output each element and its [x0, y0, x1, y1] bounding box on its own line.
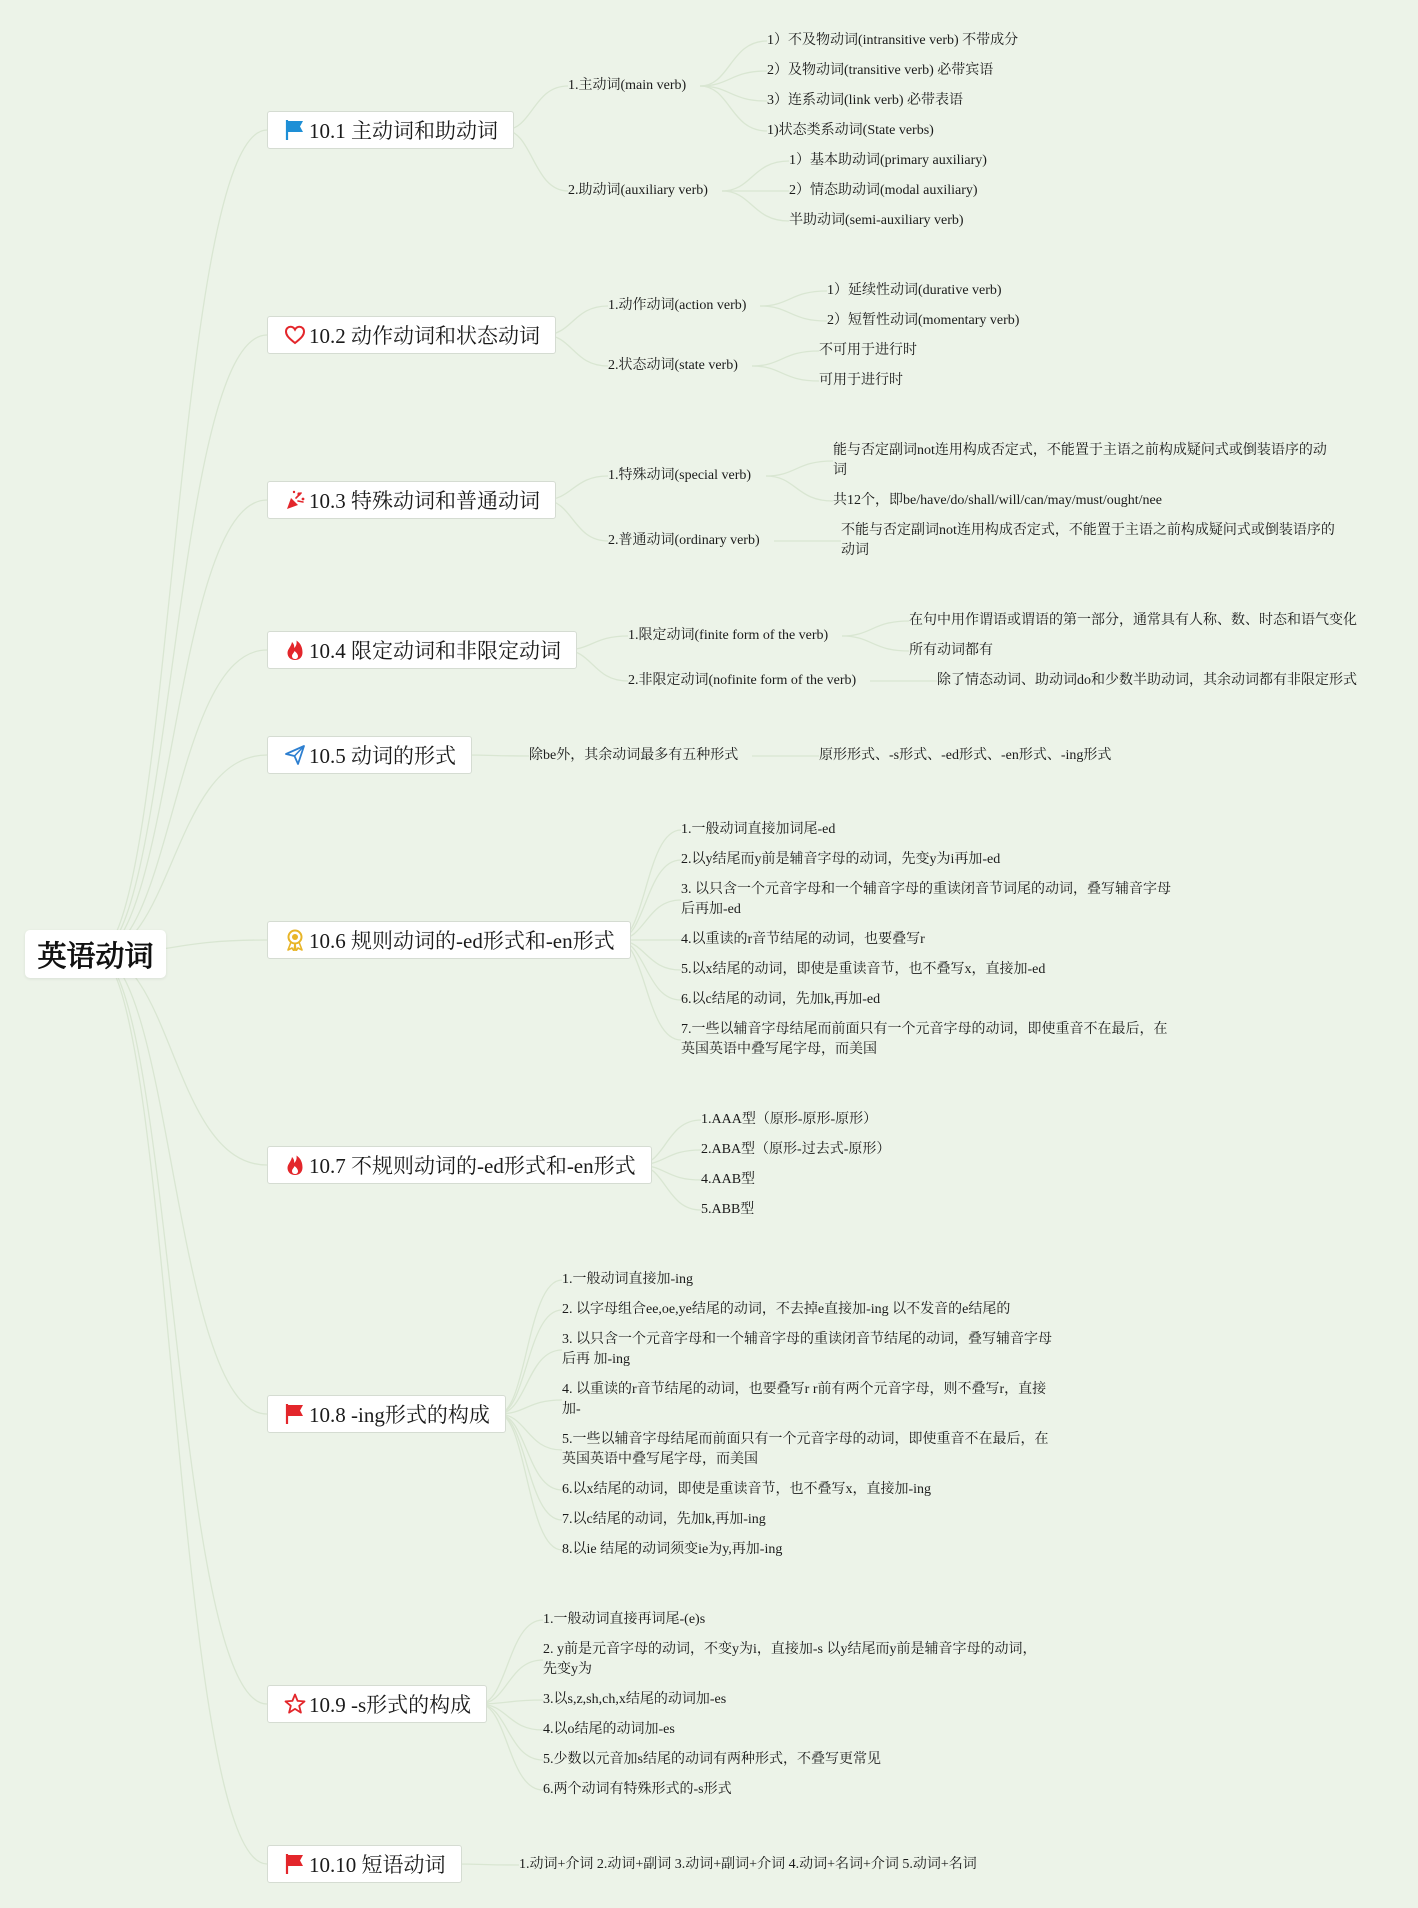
topic-10-5[interactable]: [267, 736, 472, 774]
topic-label: 10.8 -ing形式的构成: [309, 1403, 490, 1427]
connector-line: [455, 1864, 519, 1865]
connector-line: [722, 191, 789, 221]
leaf-item[interactable]: 不能与否定副词not连用构成否定式，不能置于主语之前构成疑问式或倒装语序的动词: [841, 523, 1335, 558]
topic-10-9[interactable]: [267, 1685, 487, 1723]
topic-label: 10.9 -s形式的构成: [309, 1693, 472, 1717]
leaf-item[interactable]: 8.以ie 结尾的动词须变ie为y,再加-ing: [562, 1542, 783, 1557]
leaf-item[interactable]: 1.AAA型（原形-原形-原形）: [701, 1112, 878, 1127]
root-connector: [96, 954, 267, 1414]
subtopic-main-verb[interactable]: 1.主动词(main verb): [568, 78, 687, 93]
root-connector: [96, 954, 267, 1165]
connector-line: [465, 755, 529, 756]
topic-10-1[interactable]: [267, 111, 514, 149]
connector-line: [700, 41, 767, 86]
connector-line: [842, 621, 909, 636]
leaf-item[interactable]: 4.AAB型: [701, 1172, 756, 1187]
topic-label: 10.1 主动词和助动词: [309, 119, 498, 143]
red-flag-icon: [284, 1403, 306, 1425]
root-connector: [96, 650, 267, 954]
leaf-item[interactable]: 5.以x结尾的动词，即使是重读音节，也不叠写x，直接加-ed: [681, 962, 1046, 977]
connector-line: [498, 1310, 562, 1414]
connector-line: [498, 1414, 562, 1490]
subtopic-finite-verb[interactable]: 1.限定动词(finite form of the verb): [628, 628, 829, 643]
leaf-item[interactable]: 3. 以只含一个元音字母和一个辅音字母的重读闭音节词尾的动词，叠写辅音字母后再加-ed: [681, 882, 1171, 917]
leaf-item[interactable]: 2）情态助动词(modal auxiliary): [789, 183, 978, 198]
root-connector: [96, 755, 267, 954]
subtopic-special-verb[interactable]: 1.特殊动词(special verb): [608, 468, 752, 483]
topic-10-8[interactable]: [267, 1395, 506, 1433]
root-connector: [96, 954, 267, 1864]
topic-10-7[interactable]: [267, 1146, 652, 1184]
connector-line: [479, 1620, 543, 1704]
connector-line: [479, 1700, 543, 1704]
subtopic-action-verb[interactable]: 1.动作动词(action verb): [608, 298, 747, 313]
root-connector: [96, 335, 267, 954]
leaf-item[interactable]: 5.一些以辅音字母结尾而前面只有一个元音字母的动词，即使重音不在最后，在英国英语中叠写尾字母，而美国: [562, 1432, 1049, 1467]
party-popper-icon: [284, 489, 306, 511]
root-connector: [96, 500, 267, 954]
connector-line: [479, 1704, 543, 1730]
leaf-item[interactable]: 3）连系动词(link verb) 必带表语: [767, 93, 963, 108]
leaf-item[interactable]: 4. 以重读的r音节结尾的动词，也要叠写r r前有两个元音字母，则不叠写r，直接加-: [562, 1382, 1047, 1417]
subtopic-auxiliary-verb[interactable]: 2.助动词(auxiliary verb): [568, 183, 708, 198]
subtopic-forms[interactable]: 除be外，其余动词最多有五种形式: [529, 748, 739, 763]
leaf-item[interactable]: 6.以x结尾的动词，即使是重读音节，也不叠写x，直接加-ing: [562, 1482, 932, 1497]
leaf-item[interactable]: 1.一般动词直接加-ing: [562, 1272, 694, 1287]
leaf-item[interactable]: 所有动词都有: [909, 643, 993, 658]
topic-10-2[interactable]: [267, 316, 556, 354]
topic-label: 10.7 不规则动词的-ed形式和-en形式: [309, 1154, 636, 1178]
connector-line: [479, 1704, 543, 1760]
topic-label: 10.6 规则动词的-ed形式和-en形式: [309, 929, 615, 953]
connector-line: [479, 1704, 543, 1790]
leaf-item[interactable]: 2. y前是元音字母的动词，不变y为i，直接加-s 以y结尾而y前是辅音字母的动词，先变y为: [543, 1642, 1037, 1677]
topic-label: 10.5 动词的形式: [309, 744, 456, 768]
leaf-item[interactable]: 1）不及物动词(intransitive verb) 不带成分: [767, 33, 1019, 48]
leaf-item[interactable]: 能与否定副词not连用构成否定式，不能置于主语之前构成疑问式或倒装语序的动词: [833, 443, 1327, 478]
leaf-item[interactable]: 4.以重读的r音节结尾的动词，也要叠写r: [681, 932, 925, 947]
leaf-item[interactable]: 4.以o结尾的动词加-es: [543, 1722, 675, 1737]
root-connector: [96, 130, 267, 954]
leaf-item[interactable]: 5.ABB型: [701, 1202, 755, 1217]
leaf-item[interactable]: 3. 以只含一个元音字母和一个辅音字母的重读闭音节结尾的动词，叠写辅音字母后再 加-ing: [562, 1332, 1052, 1367]
leaf-item[interactable]: 2）短暂性动词(momentary verb): [827, 313, 1020, 328]
red-flag-icon: [284, 1853, 306, 1875]
connector-line: [722, 161, 789, 191]
topic-label: 10.3 特殊动词和普通动词: [309, 489, 540, 513]
blue-flag-icon: [284, 119, 306, 141]
connector-line: [479, 1660, 543, 1704]
leaf-item[interactable]: 1.一般动词直接再词尾-(e)s: [543, 1612, 706, 1627]
leaf-item[interactable]: 2.ABA型（原形-过去式-原形）: [701, 1142, 891, 1157]
connector-line: [498, 1350, 562, 1414]
leaf-item[interactable]: 1)状态类系动词(State verbs): [767, 123, 934, 138]
topic-10-6[interactable]: [267, 921, 631, 959]
leaf-item[interactable]: 5.少数以元音加s结尾的动词有两种形式，不叠写更常见: [543, 1752, 881, 1767]
topic-10-10[interactable]: [267, 1845, 462, 1883]
leaf-item[interactable]: 6.两个动词有特殊形式的-s形式: [543, 1782, 732, 1797]
leaf-item[interactable]: 除了情态动词、助动词do和少数半助动词，其余动词都有非限定形式: [937, 673, 1357, 688]
topic-10-3[interactable]: [267, 481, 556, 519]
connector-line: [760, 291, 827, 306]
connector-line: [498, 1414, 562, 1450]
connector-line: [498, 1280, 562, 1414]
connector-line: [766, 476, 833, 501]
connector-line: [766, 461, 833, 476]
leaf-item[interactable]: 原形形式、-s形式、-ed形式、-en形式、-ing形式: [819, 748, 1112, 763]
star-icon: [284, 1693, 306, 1715]
subtopic-nonfinite-verb[interactable]: 2.非限定动词(nofinite form of the verb): [628, 673, 857, 688]
subtopic-state-verb[interactable]: 2.状态动词(state verb): [608, 358, 738, 373]
leaf-item[interactable]: 可用于进行时: [819, 373, 903, 388]
leaf-item[interactable]: 2.以y结尾而y前是辅音字母的动词，先变y为i再加-ed: [681, 852, 1001, 867]
connector-line: [700, 71, 767, 86]
leaf-item[interactable]: 7.以c结尾的动词，先加k,再加-ing: [562, 1512, 766, 1527]
connector-line: [752, 351, 819, 366]
root-connector: [96, 954, 267, 1704]
topic-label: 10.4 限定动词和非限定动词: [309, 639, 561, 663]
connector-line: [700, 86, 767, 101]
connector-line: [760, 306, 827, 321]
leaf-item[interactable]: 半助动词(semi-auxiliary verb): [789, 213, 964, 228]
connector-line: [498, 1400, 562, 1414]
leaf-item[interactable]: 在句中用作谓语或谓语的第一部分，通常具有人称、数、时态和语气变化: [909, 613, 1357, 628]
leaf-item[interactable]: 1）延续性动词(durative verb): [827, 283, 1002, 298]
connector-line: [700, 86, 767, 131]
paper-plane-icon: [284, 744, 306, 766]
connector-line: [842, 636, 909, 651]
connector-line: [498, 1414, 562, 1550]
leaf-item[interactable]: 1）基本助动词(primary auxiliary): [789, 153, 987, 168]
leaf-item[interactable]: 1.一般动词直接加词尾-ed: [681, 822, 836, 837]
award-medal-icon: [284, 929, 306, 951]
leaf-item[interactable]: 3.以s,z,sh,ch,x结尾的动词加-es: [543, 1692, 727, 1707]
topic-label: 10.2 动作动词和状态动词: [309, 324, 540, 348]
leaf-item[interactable]: 1.动词+介词 2.动词+副词 3.动词+副词+介词 4.动词+名词+介词 5.动词+名词: [519, 1857, 977, 1872]
fire-icon: [284, 1154, 306, 1176]
topic-label: 10.10 短语动词: [309, 1853, 446, 1877]
leaf-item[interactable]: 2. 以字母组合ee,oe,ye结尾的动词，不去掉e直接加-ing 以不发音的e结尾的: [562, 1302, 1011, 1317]
fire-icon: [284, 639, 306, 661]
connector-line: [752, 366, 819, 381]
subtopic-ordinary-verb[interactable]: 2.普通动词(ordinary verb): [608, 533, 760, 548]
leaf-item[interactable]: 7.一些以辅音字母结尾而前面只有一个元音字母的动词，即使重音不在最后，在英国英语中叠写尾字母，而美国: [681, 1022, 1168, 1057]
connector-line: [498, 1414, 562, 1520]
root-topic[interactable]: 英语动词: [25, 930, 166, 978]
heart-icon: [284, 324, 306, 346]
leaf-item[interactable]: 6.以c结尾的动词，先加k,再加-ed: [681, 992, 881, 1007]
topic-10-4[interactable]: [267, 631, 577, 669]
leaf-item[interactable]: 不可用于进行时: [819, 343, 917, 358]
leaf-item[interactable]: 2）及物动词(transitive verb) 必带宾语: [767, 63, 994, 78]
leaf-item[interactable]: 共12个，即be/have/do/shall/will/can/may/must/ought/nee: [833, 493, 1162, 508]
